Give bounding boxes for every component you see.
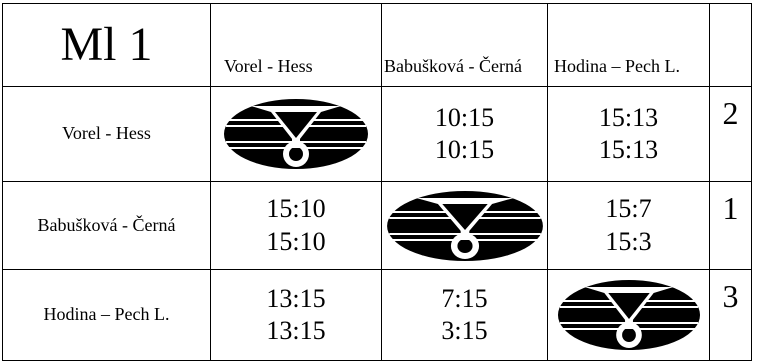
badminton-club-logo-icon	[557, 279, 701, 351]
row-team-name: Hodina – Pech L.	[3, 270, 211, 361]
diagonal-cell	[382, 182, 548, 270]
set-score: 10:15	[434, 135, 495, 164]
header-rank-cell	[710, 4, 752, 87]
badminton-club-logo-icon	[386, 190, 544, 262]
set-score: 3:15	[441, 316, 488, 345]
header-row	[3, 4, 752, 87]
group-title: Ml 1	[3, 4, 211, 87]
rank-cell: 1	[710, 182, 752, 270]
badminton-club-logo-icon	[223, 98, 369, 170]
set-score: 15:3	[605, 226, 652, 256]
row-team-name: Babušková - Černá	[3, 182, 211, 270]
table-row	[3, 87, 752, 182]
set-score: 15:10	[266, 194, 326, 223]
rank-cell: 2	[710, 87, 752, 182]
set-score: 13:15	[266, 316, 326, 345]
score-cell	[211, 270, 382, 361]
results-table	[2, 3, 752, 361]
results-table-wrapper	[2, 3, 752, 361]
header-team-1: Vorel - Hess	[211, 4, 382, 87]
header-team-2: Babušková - Černá	[382, 4, 548, 87]
score-cell	[382, 87, 548, 182]
row-team-name: Vorel - Hess	[3, 87, 211, 182]
score-cell	[548, 87, 710, 182]
set-score: 15:13	[598, 135, 659, 164]
header-team-3: Hodina – Pech L.	[548, 4, 710, 87]
set-score: 15:13	[598, 102, 659, 132]
rank-cell: 3	[710, 270, 752, 361]
table-row	[3, 182, 752, 270]
table-row	[3, 270, 752, 361]
set-score: 10:15	[434, 102, 495, 132]
set-score: 13:15	[266, 283, 326, 313]
set-score: 15:10	[266, 226, 326, 256]
score-cell	[211, 182, 382, 270]
score-cell	[548, 182, 710, 270]
set-score: 15:7	[605, 194, 652, 223]
diagonal-cell	[211, 87, 382, 182]
set-score: 7:15	[441, 283, 488, 313]
diagonal-cell	[548, 270, 710, 361]
score-cell	[382, 270, 548, 361]
